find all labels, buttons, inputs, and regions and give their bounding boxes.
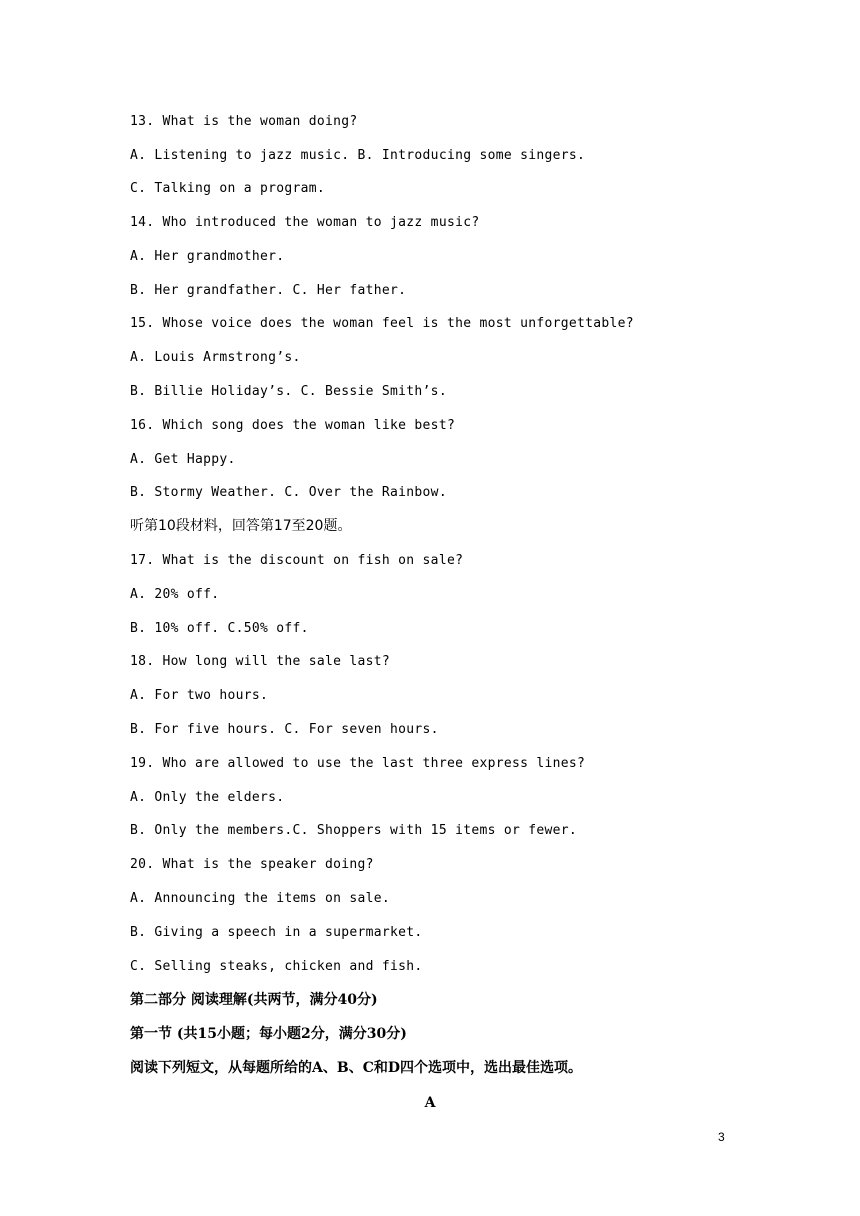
question-14-options-bc: B. Her grandfather. C. Her father. [130, 283, 407, 298]
question-20-option-a: A. Announcing the items on sale. [130, 891, 391, 906]
question-20-option-c: C. Selling steaks, chicken and fish. [130, 959, 423, 974]
passage-label: A [424, 1095, 436, 1111]
page-number: 3 [718, 1130, 725, 1144]
section-one-heading: 第一节 (共15小题；每小题2分，满分30分) [130, 1026, 407, 1042]
question-20: 20. What is the speaker doing? [130, 857, 374, 872]
question-16-option-a: A. Get Happy. [130, 452, 236, 467]
question-19-option-a: A. Only the elders. [130, 790, 285, 805]
question-16-options-bc: B. Stormy Weather. C. Over the Rainbow. [130, 485, 447, 500]
question-19-options-bc: B. Only the members.C. Shoppers with 15 items or fewer. [130, 823, 577, 838]
section-instruction-10: 听第10段材料，回答第17至20题。 [130, 518, 352, 534]
question-15-options-bc: B. Billie Holiday’s. C. Bessie Smith’s. [130, 384, 447, 399]
question-13-option-c: C. Talking on a program. [130, 181, 326, 196]
reading-instructions: 阅读下列短文，从每题所给的A、B、C和D四个选项中，选出最佳选项。 [130, 1060, 582, 1076]
question-14: 14. Who introduced the woman to jazz music? [130, 215, 480, 230]
question-19: 19. Who are allowed to use the last three express lines? [130, 756, 586, 771]
question-16: 16. Which song does the woman like best? [130, 418, 456, 433]
question-13: 13. What is the woman doing? [130, 114, 358, 129]
question-15-option-a: A. Louis Armstrong’s. [130, 350, 301, 365]
question-17: 17. What is the discount on fish on sale? [130, 553, 464, 568]
part-two-heading: 第二部分 阅读理解(共两节，满分40分) [130, 992, 378, 1008]
question-17-options-bc: B. 10% off. C.50% off. [130, 621, 309, 636]
question-15: 15. Whose voice does the woman feel is the most unforgettable? [130, 316, 634, 331]
question-14-option-a: A. Her grandmother. [130, 249, 285, 264]
question-20-option-b: B. Giving a speech in a supermarket. [130, 925, 423, 940]
question-18-option-a: A. For two hours. [130, 688, 269, 703]
question-18-options-bc: B. For five hours. C. For seven hours. [130, 722, 439, 737]
question-13-options-ab: A. Listening to jazz music. B. Introducing some singers. [130, 148, 586, 163]
question-17-option-a: A. 20% off. [130, 587, 220, 602]
question-18: 18. How long will the sale last? [130, 654, 391, 669]
